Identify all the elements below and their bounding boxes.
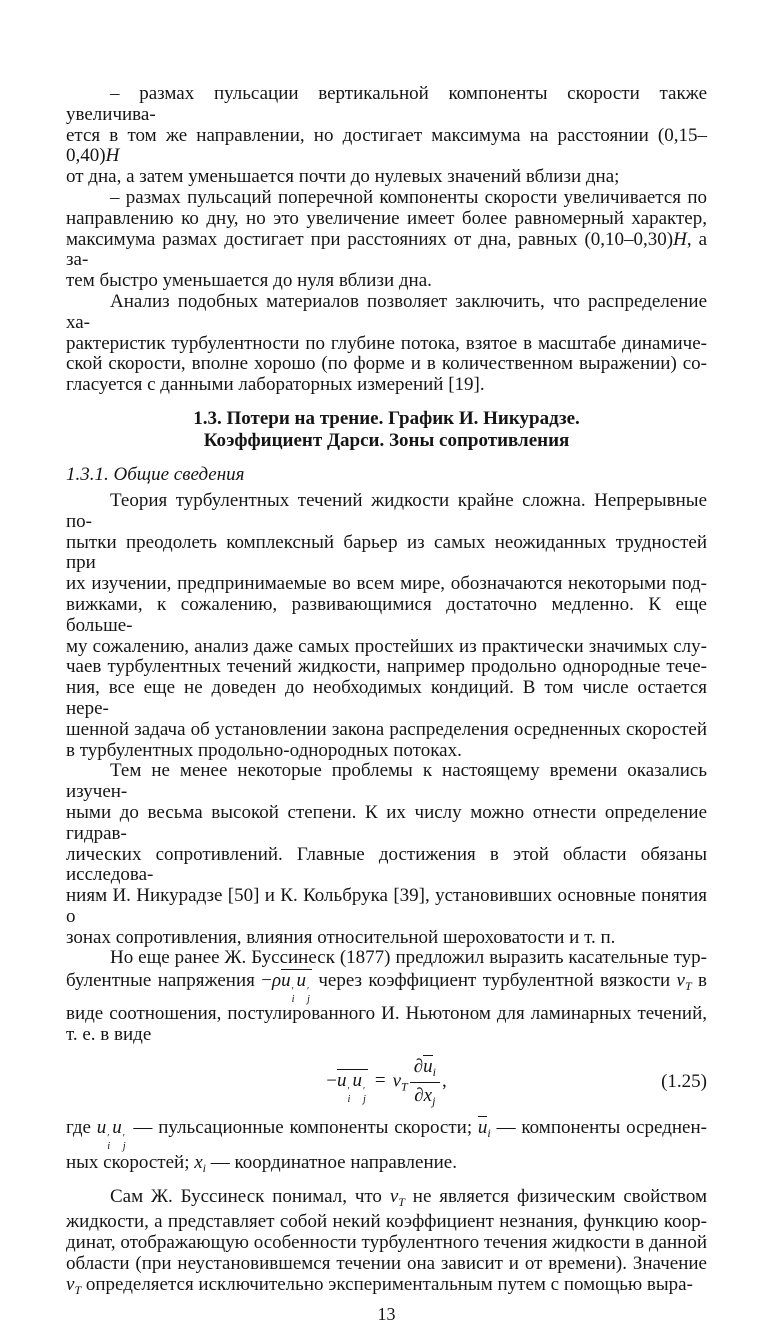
text-run: в xyxy=(691,970,707,992)
prime-subscript-i xyxy=(347,1086,351,1106)
subscript-i: i xyxy=(432,1064,436,1079)
text-run: через коэффициент турбулентной вязкости xyxy=(311,970,677,992)
text-line: рактеристик турбулентности по глубине потока, взятое в масштабе динамиче- xyxy=(66,332,707,354)
minus-sign: − xyxy=(326,1070,338,1092)
inline-formula-uiuj xyxy=(96,1116,128,1152)
prime-mark: ′ xyxy=(291,986,294,998)
overline-group xyxy=(337,1069,368,1104)
prime-mark: ′ xyxy=(347,1086,350,1098)
text-line: области (при неустановившемся течении она зависит и от времени). Значение xyxy=(66,1253,707,1275)
math-u: u xyxy=(112,1116,122,1138)
math-u: u xyxy=(352,1070,362,1092)
math-u: u xyxy=(337,1070,347,1092)
prime-subscript-i xyxy=(107,1132,111,1152)
text-line: чаев турбулентных течений жидкости, например продольно однородные тече- xyxy=(66,656,707,678)
text-line: вижками, к сожалению, развивающимися достаточно медленно. К еще больше- xyxy=(66,593,707,636)
subscript-T: T xyxy=(684,979,692,994)
fraction-denominator xyxy=(414,1083,435,1109)
text-line xyxy=(66,969,707,1004)
math-variable-H: H xyxy=(673,228,687,250)
math-x: x xyxy=(194,1151,203,1173)
subscript-j: j xyxy=(362,1094,366,1106)
text-line: гласуется с данными лабораторных измерений [19]. xyxy=(66,374,485,396)
prime-mark: ′ xyxy=(122,1132,125,1144)
overline-group xyxy=(281,969,312,1004)
text-run: где xyxy=(66,1116,97,1138)
comma: , xyxy=(441,1070,447,1092)
text-line: направлению ко дну, но это увеличение имеет более равномерный характер, xyxy=(66,207,707,229)
text-line: в турбулентных продольно-однородных потоках. xyxy=(66,739,462,761)
text-line xyxy=(66,1187,707,1213)
paragraph-analysis xyxy=(66,292,707,396)
text-line: шенной задача об установлении закона распределения осредненных скоростей xyxy=(66,718,707,740)
text-run: определяется исключительно экспериментальным путем с помощью выра- xyxy=(81,1273,693,1295)
prime-subscript-j xyxy=(362,1086,366,1106)
text-line: т. е. в виде xyxy=(66,1024,152,1046)
math-u: u xyxy=(96,1116,107,1138)
text-line xyxy=(66,1151,707,1181)
math-x: x xyxy=(423,1084,433,1106)
prime-mark: ′ xyxy=(307,986,310,998)
inline-formula-nu-t xyxy=(676,970,692,994)
text-line: ными до весьма высокой степени. К их числу можно отнести определение гидрав- xyxy=(66,801,707,844)
minus-sign: − xyxy=(261,970,272,992)
text-line: Анализ подобных материалов позволяет заключить, что распределение ха- xyxy=(66,290,707,333)
inline-formula-u-bar-i xyxy=(477,1116,491,1141)
text-line: – размах пульсации вертикальной компоненты скорости также увеличива- xyxy=(66,83,707,125)
text-line: от дна, а затем уменьшается почти до нулевых значений вблизи дна; xyxy=(66,166,620,188)
subscript-i: i xyxy=(487,1126,491,1141)
text-run: максимума размах достигает при расстояниях от дна, равных (0,10–0,30) xyxy=(66,228,674,250)
inline-formula-nu-t xyxy=(66,1273,82,1298)
text-line: динат, отображающую особенности турбулентного течения жидкости в данной xyxy=(66,1232,707,1254)
subscript-T: T xyxy=(74,1283,82,1298)
text-line: их изучении, предпринимаемые во всем мире, обозначаются некоторыми под- xyxy=(66,573,707,595)
subscript-j: j xyxy=(432,1094,436,1109)
text-line: зонах сопротивления, влияния относительной шероховатости и т. п. xyxy=(66,926,616,948)
paragraph-bullet-1 xyxy=(66,84,707,188)
prime-subscript-j xyxy=(122,1132,126,1152)
prime-subscript-i xyxy=(291,986,295,1006)
inline-formula-x-i xyxy=(194,1152,206,1173)
subsection-heading: 1.3.1. Общие сведения xyxy=(66,463,245,485)
text-line: му сожалению, анализ даже самых простейших из практически значимых слу- xyxy=(66,635,707,657)
text-line: Теория турбулентных течений жидкости крайне сложна. Непрерывные по- xyxy=(66,489,707,532)
equation-number: (1.25) xyxy=(661,1070,707,1092)
equation-body xyxy=(326,1055,446,1109)
paragraph-bullet-2 xyxy=(66,188,707,292)
text-line: ниям И. Никурадзе [50] и К. Кольбрука [39], установивших основные понятия о xyxy=(66,885,707,927)
subscript-j: j xyxy=(122,1140,126,1152)
page-number: 13 xyxy=(377,1303,396,1324)
math-rho: ρ xyxy=(272,970,282,992)
math-variable-H: H xyxy=(105,145,120,167)
math-u: u xyxy=(296,970,307,992)
text-line: жидкости, а представляет собой некий коэффициент незнания, функцию коор- xyxy=(66,1211,707,1233)
text-run: — пульсационные компоненты скорости; xyxy=(127,1116,478,1138)
math-u: u xyxy=(281,970,291,992)
paragraph-boussinesq xyxy=(66,948,707,1045)
math-nu: ν xyxy=(676,970,685,992)
partial-sign: ∂ xyxy=(414,1084,424,1106)
math-nu: ν xyxy=(389,1185,399,1207)
section-heading-line2: Коэффициент Дарси. Зоны сопротивления xyxy=(203,429,570,451)
prime-subscript-j xyxy=(307,986,310,1006)
text-line: Но еще ранее Ж. Буссинеск (1877) предложил выразить касательные тур- xyxy=(110,947,707,969)
partial-sign: ∂ xyxy=(413,1055,424,1077)
math-nu: ν xyxy=(392,1070,402,1092)
prime-mark: ′ xyxy=(362,1086,366,1098)
text-line: – размах пульсаций поперечной компоненты скорости увеличивается по xyxy=(110,186,707,208)
text-line xyxy=(66,126,707,168)
section-heading xyxy=(66,408,707,452)
text-line: Тем не менее некоторые проблемы к настоящему времени оказались изучен- xyxy=(66,760,707,803)
subscript-T: T xyxy=(398,1194,405,1209)
paragraph-achievements xyxy=(66,761,707,948)
inline-formula-reynolds-stress xyxy=(261,970,312,1006)
text-line: ской скорости, вполне хорошо (по форме и в количественном выражении) со- xyxy=(66,353,707,375)
inline-formula-nu-t xyxy=(390,1186,405,1207)
equation-1-25 xyxy=(66,1054,707,1110)
text-run: — компоненты осреднен- xyxy=(490,1116,707,1138)
paragraph-theory xyxy=(66,491,707,761)
text-run: , а за- xyxy=(66,228,707,271)
subscript-T: T xyxy=(401,1079,408,1094)
text-run: — координатное направление. xyxy=(206,1151,457,1173)
text-line xyxy=(66,1116,707,1151)
math-u-bar: u xyxy=(477,1116,488,1138)
prime-mark: ′ xyxy=(107,1132,110,1144)
text-line: виде соотношения, постулированного И. Ньютоном для ламинарных течений, xyxy=(66,1003,707,1025)
text-line xyxy=(66,1275,707,1301)
text-line: ния, все еще не доведен до необходимых кондиций. В том числе остается нере- xyxy=(66,677,707,719)
subscript-i: i xyxy=(202,1161,207,1175)
text-line: лических сопротивлений. Главные достижения в этой области обязаны исследова- xyxy=(66,843,707,886)
text-line: тем быстро уменьшается до нуля вблизи дна. xyxy=(66,270,432,292)
text-line: пытки преодолеть комплексный барьер из самых неожиданных трудностей при xyxy=(66,531,707,574)
text-run: ется в том же направлении, но достигает максимума на расстоянии (0,15–0,40) xyxy=(66,124,707,167)
math-u-bar: u xyxy=(423,1055,433,1077)
text-run: Сам Ж. Буссинеск понимал, что xyxy=(110,1185,390,1207)
subscript-i: i xyxy=(291,994,295,1006)
math-nu: ν xyxy=(66,1273,75,1295)
paragraph-sam-boussinesq xyxy=(66,1187,707,1301)
section-heading-line1: 1.3. Потери на трение. График И. Никурадзе. xyxy=(193,407,580,429)
text-line xyxy=(66,230,707,272)
text-run: не является физическим свойством xyxy=(404,1185,707,1207)
subscript-i: i xyxy=(107,1140,111,1152)
fraction-numerator xyxy=(410,1055,440,1083)
subscript-j: j xyxy=(307,994,310,1006)
text-run: ных скоростей; xyxy=(66,1151,195,1173)
equals-sign: = xyxy=(374,1070,386,1092)
paragraph-where xyxy=(66,1116,707,1181)
text-run: булентные напряжения xyxy=(66,970,262,992)
subscript-i: i xyxy=(347,1094,351,1106)
fraction xyxy=(410,1055,440,1109)
